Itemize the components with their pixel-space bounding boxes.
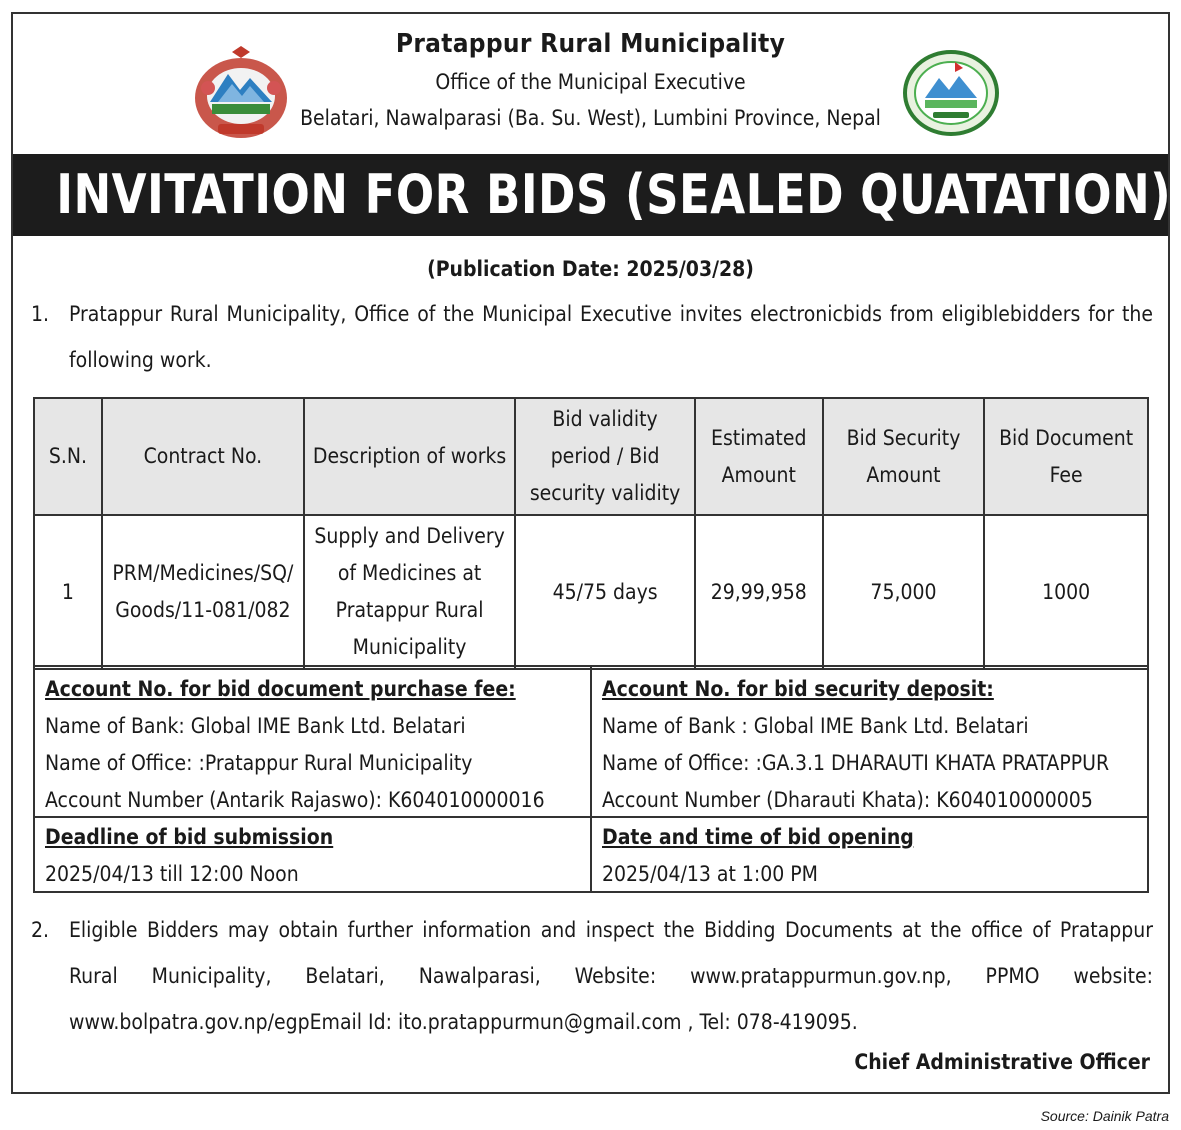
header-sn: S.N. [34,398,102,515]
cell-bid-security: 75,000 [823,515,985,669]
header-contract-no: Contract No. [102,398,304,515]
header-bid-doc-fee: Bid Document Fee [984,398,1148,515]
deadline-section [45,819,333,893]
cell-bid-doc-fee: 1000 [984,515,1148,669]
security-heading: Account No. for bid security deposit: [602,677,994,701]
security-office: Name of Office: :GA.3.1 DHARAUTI KHATA PRATAPPUR [602,751,1110,775]
opening-section [602,819,914,893]
security-account [602,671,1109,819]
header-description: Description of works [304,398,516,515]
table-header-row [34,398,1148,515]
office-name: Office of the Municipal Executive [435,70,746,94]
doc-fee-office: Name of Office: :Pratappur Rural Municipality [45,751,473,775]
opening-value: 2025/04/13 at 1:00 PM [602,862,818,886]
title-banner: INVITATION FOR BIDS (SEALED QUATATION) [13,154,1168,236]
signatory: Chief Administrative Officer [854,1050,1150,1074]
paragraph-2 [31,907,1153,1045]
cell-bid-validity: 45/75 days [515,515,694,669]
header-bid-security: Bid Security Amount [823,398,985,515]
cell-description: Supply and Delivery of Medicines at Pratappur Rural Municipality [304,515,516,669]
publication-date: (Publication Date: 2025/03/28) [427,257,754,281]
cell-contract-no: PRM/Medicines/SQ/ Goods/11-081/082 [102,515,304,669]
paragraph-text: Eligible Bidders may obtain further information and inspect the Bidding Documents at the office of Pratappur Rural Municipality, Belatari, Nawalparasi, Website: www.pratappurmun.gov.np, PPMO website: www.bolpatra.gov.np/egpEmail Id: ito.pratappurmun@gmail.com , Tel: 078-419095. [69,918,1153,1034]
cell-sn: 1 [34,515,102,669]
deadline-heading: Deadline of bid submission [45,825,334,849]
cell-estimated-amount: 29,99,958 [695,515,823,669]
doc-fee-account [45,671,545,819]
paragraph-number: 2. [31,918,50,942]
doc-fee-bank: Name of Bank: Global IME Bank Ltd. Belatari [45,714,466,738]
header [13,14,1168,152]
divider [590,667,592,891]
doc-fee-account-number: Account Number (Antarik Rajaswo): K604010000016 [45,788,545,812]
table-row [34,515,1148,669]
opening-heading: Date and time of bid opening [602,825,914,849]
bids-table [33,397,1149,670]
header-estimated-amount: Estimated Amount [695,398,823,515]
municipality-seal-icon [903,50,999,136]
header-bid-validity: Bid validity period / Bid security validity [515,398,694,515]
security-bank: Name of Bank : Global IME Bank Ltd. Belatari [602,714,1029,738]
source-credit: Source: Dainik Patra [1040,1108,1169,1124]
municipality-name: Pratappur Rural Municipality [395,29,786,59]
doc-fee-heading: Account No. for bid document purchase fee: [45,677,516,701]
notice-document [11,12,1170,1094]
security-account-number: Account Number (Dharauti Khata): K604010000005 [602,788,1093,812]
account-details-box [33,665,1149,893]
paragraph-text: Pratappur Rural Municipality, Office of the Municipal Executive invites electronicbids from eligiblebidders for the following work. [69,302,1153,372]
deadline-value: 2025/04/13 till 12:00 Noon [45,862,299,886]
paragraph-1 [31,291,1153,383]
office-address: Belatari, Nawalparasi (Ba. Su. West), Lumbini Province, Nepal [300,106,881,130]
paragraph-number: 1. [31,302,50,326]
